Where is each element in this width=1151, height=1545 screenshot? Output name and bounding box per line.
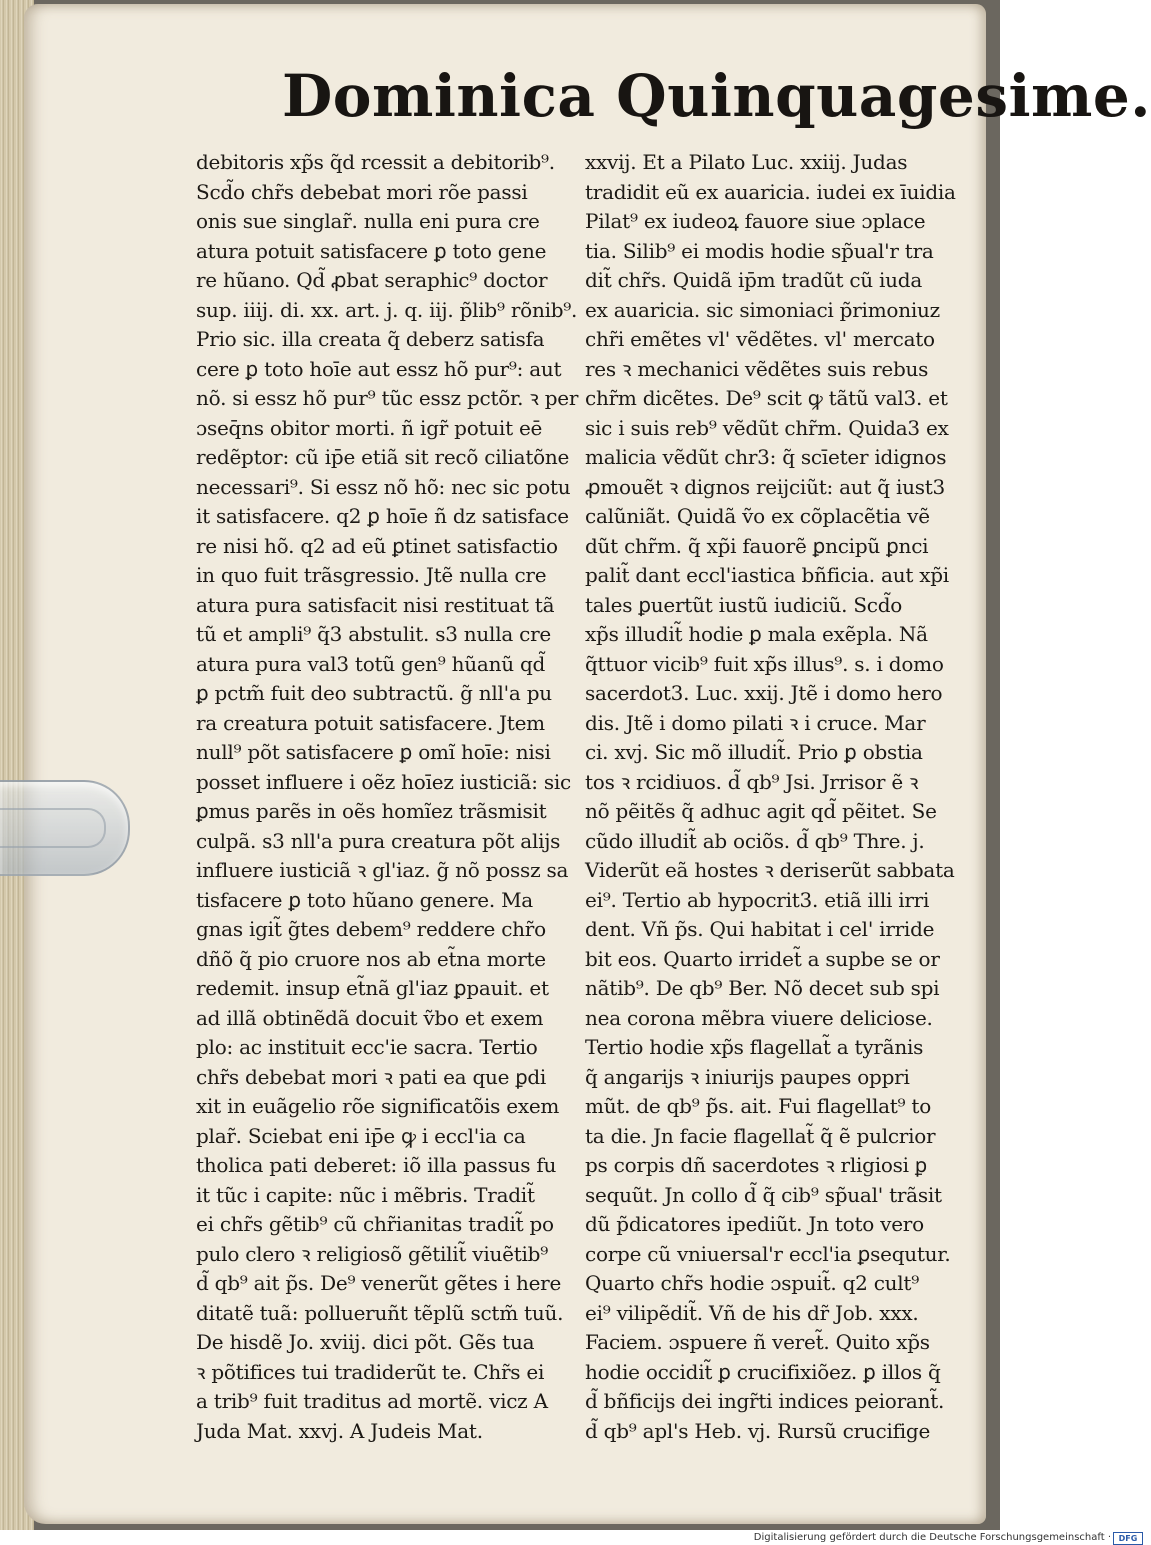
text-line: q̃ttuor vicib⁹ fuit xp̃s illus⁹. s. i domo [585, 651, 944, 676]
text-line: bit eos. Quarto irridet̃ a supbe se or [585, 946, 940, 971]
text-line: cere ꝑ toto hoīe aut essz hõ pur⁹: aut [196, 356, 562, 381]
text-line: tos ꝛ rcidiuos. d̃ qb⁹ Jsi. Jrrisor ẽ ꝛ [585, 769, 919, 794]
text-line: gnas igit̃ g̃tes debem⁹ reddere chr̃o [196, 917, 546, 941]
text-line: nõ pẽitẽs q̃ adhuc agit qd̃ pẽitet. Se [585, 799, 937, 823]
text-line: tisfacere ꝑ toto hũano genere. Ma [196, 887, 533, 912]
text-line: ps corpis dñ sacerdotes ꝛ rligiosi ꝑ [585, 1153, 927, 1177]
text-line: ra creatura potuit satisfacere. Jtem [196, 710, 545, 735]
text-line: d̃ bñficijs dei ingr̃ti indices peiorant̃. [585, 1389, 945, 1413]
text-line: q̃ angarijs ꝛ iniurijs paupes oppri [585, 1064, 910, 1089]
text-line: debitoris xp̃s q̃d rcessit a debitorib⁹. [196, 150, 555, 174]
text-line: Pilat⁹ ex iudeoꝝ fauore siue ɔplace [585, 209, 926, 233]
text-line: xp̃s illudit̃ hodie ꝑ mala exẽpla. Nã [585, 622, 928, 646]
text-line: Scd̃o chr̃s debebat mori rõe passi [196, 179, 528, 204]
text-line: cũdo illudit̃ ab ociõs. d̃ qb⁹ Thre. j. [585, 828, 925, 853]
text-line: dit̃ chr̃s. Quidã ip̄m tradũt cũ iuda [585, 268, 923, 292]
text-line: De hisdẽ Jo. xviij. dici põt. Gẽs tua [196, 1330, 535, 1354]
text-line: tradidit eũ ex auaricia. iudei ex īuidia [585, 179, 956, 204]
text-line: xit in euãgelio rõe significatõis exem [196, 1094, 560, 1118]
text-line: ꝑ pctm̃ fuit deo subtractũ. g̃ nll'a pu [196, 681, 552, 705]
text-line: chr̃m dicẽtes. De⁹ scit ꝙ tãtũ val3. et [585, 386, 948, 410]
text-line: redemit. insup et̃nã gl'iaz ꝑpauit. et [196, 976, 549, 1000]
text-line: Tertio hodie xp̃s flagellat̃ a tyrãnis [585, 1035, 924, 1059]
text-line: redẽptor: cũ ip̄e etiã sit recõ ciliatõne [196, 445, 570, 469]
text-line: hodie occidit̃ ꝑ crucifixiõez. ꝑ illos q̃ [585, 1359, 941, 1384]
text-line: in quo fuit trãsgressio. Jtẽ nulla cre [196, 563, 547, 587]
text-line: dũ p̃dicatores ipediũt. Jn toto vero [585, 1212, 924, 1236]
text-line: it tũc i capite: nũc i mẽbris. Tradit̃ [196, 1182, 535, 1207]
text-line: ad illã obtinẽdã docuit ṽbo et exem [196, 1005, 544, 1030]
text-line: atura pura satisfacit nisi restituat tã [196, 592, 555, 617]
text-line: a trib⁹ fuit traditus ad mortẽ. vicz A [196, 1389, 548, 1413]
text-line: Viderũt eã hostes ꝛ deriserũt sabbata [585, 858, 955, 882]
text-line: it satisfacere. q2 ꝑ hoīe ñ dz satisface [196, 504, 569, 528]
text-line: necessari⁹. Si essz nõ hõ: nec sic potu [196, 474, 571, 499]
text-line: pulo clero ꝛ religiosõ gẽtilit̃ viuẽtib⁹ [196, 1241, 548, 1266]
text-line: plar̃. Sciebat eni ip̄e ꝙ i eccl'ia ca [196, 1123, 526, 1148]
text-line: nea corona mẽbra viuere deliciose. [585, 1005, 933, 1030]
text-line: ex auaricia. sic simoniaci p̃rimoniuz [585, 297, 940, 322]
funding-credit: Digitalisierung gefördert durch die Deutsche Forschungsgemeinschaft · [753, 1532, 1111, 1543]
text-line: Juda Mat. xxvj. A Judeis Mat. [196, 1418, 483, 1443]
text-line: tia. Silib⁹ ei modis hodie sp̃ual'r tra [585, 238, 934, 263]
text-line: corpe cũ vniuersal'r eccl'ia ꝑsequtur. [585, 1241, 951, 1266]
text-line: tũ et ampli⁹ q̃3 abstulit. s3 nulla cre [196, 622, 551, 646]
text-line: d̃ qb⁹ ait p̃s. De⁹ venerũt gẽtes i here [196, 1271, 562, 1295]
text-line: onis sue singlar̃. nulla eni pura cre [196, 209, 540, 233]
text-line: sic i suis reb⁹ vẽdũt chr̃m. Quida3 ex [585, 415, 949, 440]
text-line: tholica pati deberet: iõ illa passus fu [196, 1153, 557, 1177]
text-line: Quarto chr̃s hodie ɔspuit̃. q2 cult⁹ [585, 1271, 919, 1295]
dfg-logo: DFG [1113, 1532, 1143, 1545]
text-line: plo: ac instituit ecc'ie sacra. Tertio [196, 1035, 538, 1059]
text-line: ɔseq̄ns obitor morti. ñ igr̃ potuit eē [196, 415, 543, 440]
text-line: chr̃i emẽtes vl' vẽdẽtes. vl' mercato [585, 327, 935, 351]
text-line: nãtib⁹. De qb⁹ Ber. Nõ decet sub spi [585, 976, 940, 1000]
text-line: xxvij. Et a Pilato Luc. xxiij. Judas [585, 150, 908, 174]
text-line: tales ꝑuertũt iustũ iudiciũ. Scd̃o [585, 592, 903, 617]
text-line: mũt. de qb⁹ p̃s. ait. Fui flagellat⁹ to [585, 1094, 932, 1118]
text-line: ei⁹. Tertio ab hypocrit3. etiã illi irri [585, 887, 930, 912]
text-line: re hũano. Qd̃ ꝓbat seraphic⁹ doctor [196, 268, 548, 292]
text-line: ꝛ põtifices tui tradiderũt te. Chr̃s ei [196, 1359, 545, 1384]
text-line: nõ. si essz hõ pur⁹ tũc essz pctõr. ꝛ per [196, 386, 579, 410]
text-line: Faciem. ɔspuere ñ veret̃. Quito xp̃s [585, 1330, 930, 1354]
text-line: null⁹ põt satisfacere ꝑ omĩ hoīe: nisi [196, 740, 551, 764]
text-line: ditatẽ tuã: pollueruñt tẽplũ sctm̃ tuũ. [196, 1300, 564, 1325]
text-line: ci. xvj. Sic mõ illudit̃. Prio ꝑ obstia [585, 740, 923, 764]
text-line: atura potuit satisfacere ꝑ toto gene [196, 238, 547, 263]
text-line: dũt chr̃m. q̃ xp̃i fauorẽ ꝑncipũ ꝑnci [585, 533, 929, 558]
text-line: calũniãt. Quidã ṽo ex cõplacẽtia vẽ [585, 504, 930, 528]
text-line: dñõ q̃ pio cruore nos ab et̃na morte [196, 946, 546, 971]
left-text-column [196, 148, 579, 1446]
text-line: d̃ qb⁹ apl's Heb. vj. Rursũ crucifige [585, 1418, 931, 1443]
page-clip-inner [0, 808, 106, 848]
text-line: re nisi hõ. q2 ad eũ ꝑtinet satisfactio [196, 533, 558, 558]
text-line: chr̃s debebat mori ꝛ pati ea que ꝑdi [196, 1064, 547, 1089]
text-line: ei⁹ vilipẽdit̃. Vñ de his dr̃ Job. xxx. [585, 1300, 919, 1325]
text-line: sacerdot3. Luc. xxij. Jtẽ i domo hero [585, 681, 943, 705]
text-line: sequũt. Jn collo d̃ q̃ cib⁹ sp̃ual' trãsit [585, 1182, 942, 1207]
text-line: Prio sic. illa creata q̃ deberz satisfa [196, 327, 545, 351]
text-line: ꝑmus parẽs in oẽs homĩez trãsmisit [196, 799, 547, 823]
text-line: dent. Vñ p̃s. Qui habitat i cel' irride [585, 917, 935, 941]
text-line: culpã. s3 nll'a pura creatura põt alijs [196, 828, 561, 853]
page-title: Dominica Quinquagesime. [282, 62, 1151, 130]
text-line: influere iusticiã ꝛ gl'iaz. g̃ nõ possz sa [196, 858, 569, 882]
text-line: palit̃ dant eccl'iastica bñficia. aut xp̃i [585, 563, 949, 587]
right-text-column [585, 148, 967, 1446]
text-line: sup. iiij. di. xx. art. j. q. iij. p̃lib⁹ rõnib⁹. [196, 297, 578, 322]
text-line: ta die. Jn facie flagellat̃ q̃ ẽ pulcrior [585, 1123, 936, 1148]
text-line: atura pura val3 totũ gen⁹ hũanũ qd̃ [196, 651, 546, 676]
text-line: ei chr̃s gẽtib⁹ cũ chr̃ianitas tradit̃ po [196, 1212, 554, 1236]
text-line: posset influere i oẽz hoīez iusticiã: sic [196, 769, 571, 794]
text-line: ꝓmouẽt ꝛ dignos reijciũt: aut q̃ iust3 [585, 474, 946, 499]
text-line: res ꝛ mechanici vẽdẽtes suis rebus [585, 356, 929, 381]
text-line: dis. Jtẽ i domo pilati ꝛ i cruce. Mar [585, 710, 926, 735]
text-line: malicia vẽdũt chr3: q̃ scīeter idignos [585, 445, 947, 469]
